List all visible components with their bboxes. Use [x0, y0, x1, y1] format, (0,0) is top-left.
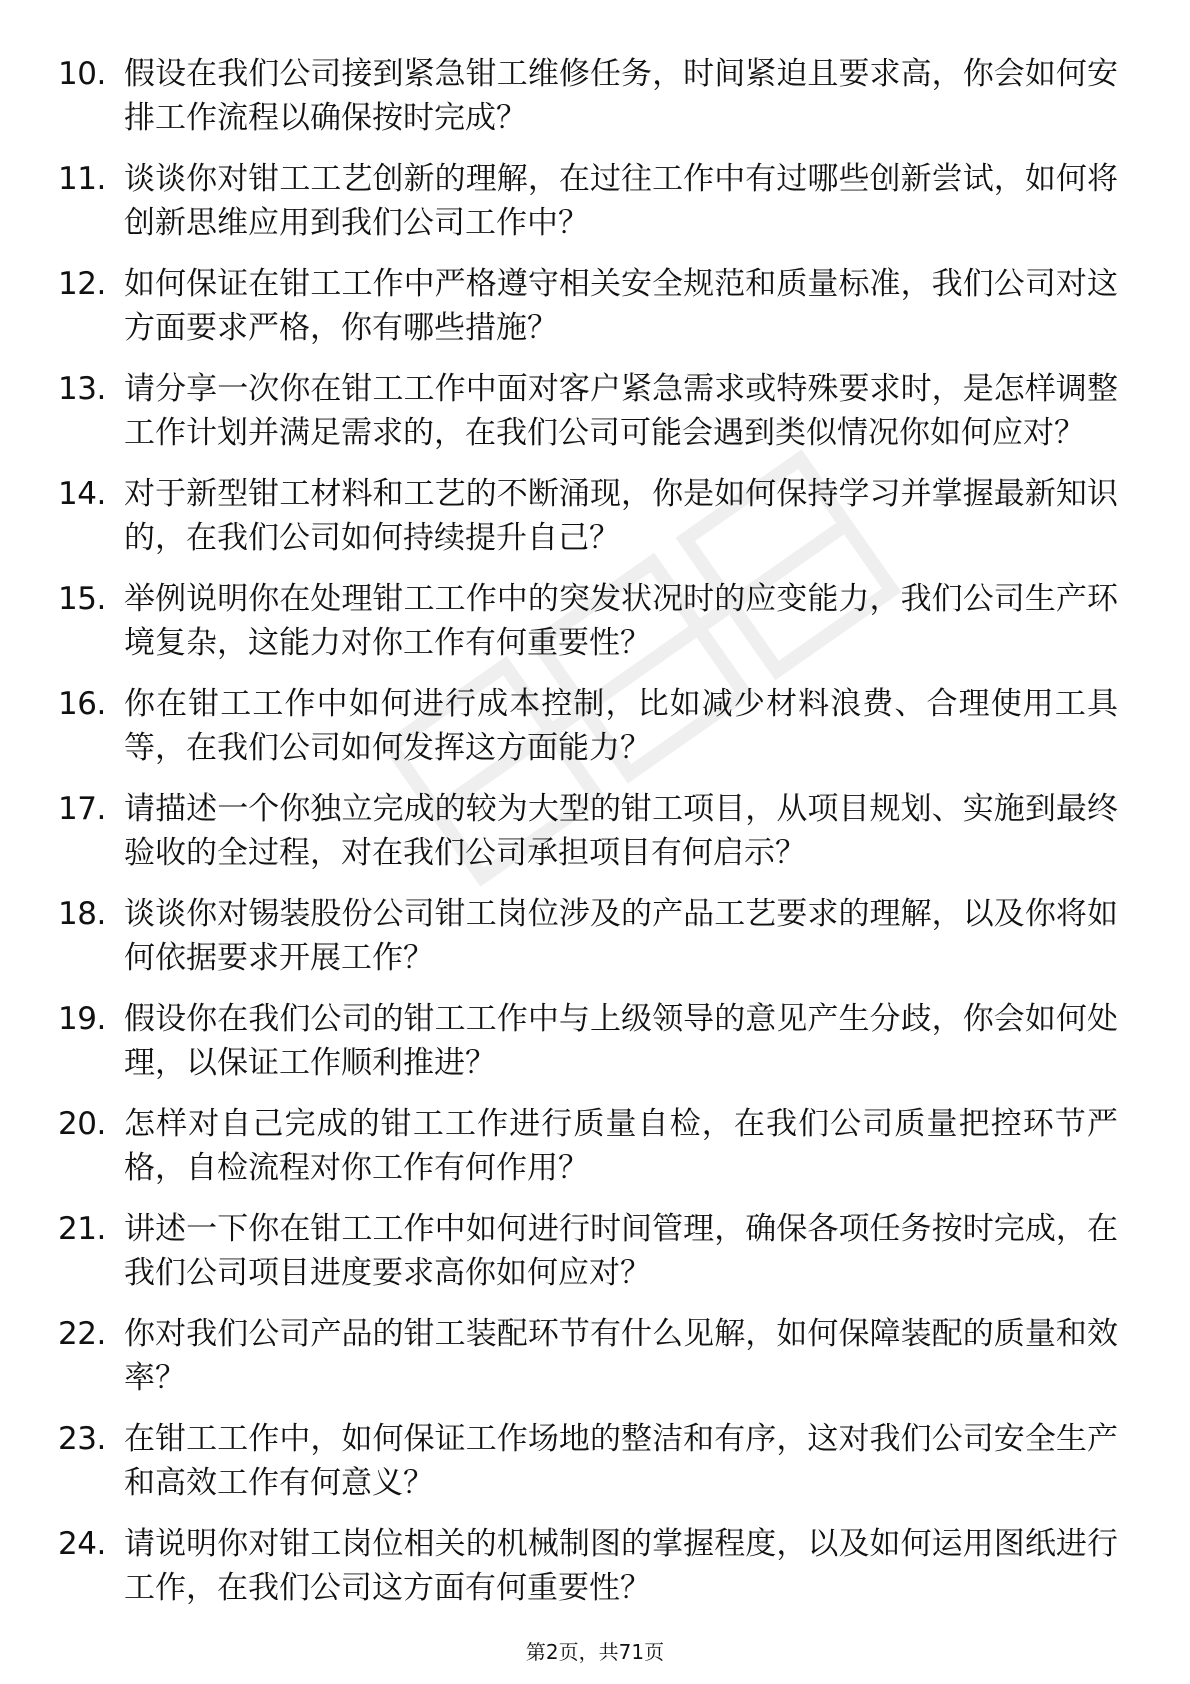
question-item	[58, 997, 1118, 1085]
question-text: 如何保证在钳工工作中严格遵守相关安全规范和质量标准，我们公司对这方面要求严格，你有哪些措施？	[124, 266, 1118, 346]
question-text: 在钳工工作中，如何保证工作场地的整洁和有序，这对我们公司安全生产和高效工作有何意义？	[124, 1421, 1118, 1501]
question-text: 请分享一次你在钳工工作中面对客户紧急需求或特殊要求时，是怎样调整工作计划并满足需求的，在我们公司可能会遇到类似情况你如何应对？	[124, 371, 1118, 451]
question-number: 21.	[58, 1211, 106, 1247]
question-item	[58, 157, 1118, 245]
question-text: 请说明你对钳工岗位相关的机械制图的掌握程度，以及如何运用图纸进行工作，在我们公司这方面有何重要性？	[124, 1526, 1118, 1606]
question-item	[58, 682, 1118, 770]
question-list	[58, 52, 1118, 1627]
question-number: 20.	[58, 1106, 106, 1142]
question-item	[58, 1522, 1118, 1610]
question-number: 24.	[58, 1526, 106, 1562]
page-footer: 第2页，共71页	[525, 1640, 665, 1664]
question-number: 14.	[58, 476, 106, 512]
question-text: 对于新型钳工材料和工艺的不断涌现，你是如何保持学习并掌握最新知识的，在我们公司如何持续提升自己？	[124, 476, 1118, 556]
question-number: 23.	[58, 1421, 106, 1457]
question-text: 讲述一下你在钳工工作中如何进行时间管理，确保各项任务按时完成，在我们公司项目进度要求高你如何应对？	[124, 1211, 1118, 1291]
question-text: 请描述一个你独立完成的较为大型的钳工项目，从项目规划、实施到最终验收的全过程，对在我们公司承担项目有何启示？	[124, 791, 1118, 871]
question-number: 18.	[58, 896, 106, 932]
question-number: 11.	[58, 161, 106, 197]
question-text: 谈谈你对钳工工艺创新的理解，在过往工作中有过哪些创新尝试，如何将创新思维应用到我们公司工作中？	[124, 161, 1118, 241]
question-text: 怎样对自己完成的钳工工作进行质量自检，在我们公司质量把控环节严格，自检流程对你工作有何作用？	[124, 1106, 1118, 1186]
question-number: 16.	[58, 686, 106, 722]
question-item	[58, 367, 1118, 455]
question-item	[58, 787, 1118, 875]
question-text: 假设你在我们公司的钳工工作中与上级领导的意见产生分歧，你会如何处理，以保证工作顺利推进？	[124, 1001, 1118, 1081]
question-number: 22.	[58, 1316, 106, 1352]
question-text: 你对我们公司产品的钳工装配环节有什么见解，如何保障装配的质量和效率？	[124, 1316, 1118, 1396]
question-text: 你在钳工工作中如何进行成本控制，比如减少材料浪费、合理使用工具等，在我们公司如何发挥这方面能力？	[124, 686, 1118, 766]
question-number: 19.	[58, 1001, 106, 1037]
question-number: 15.	[58, 581, 106, 617]
question-item	[58, 1207, 1118, 1295]
question-item	[58, 1417, 1118, 1505]
question-number: 17.	[58, 791, 106, 827]
question-item	[58, 577, 1118, 665]
question-text: 举例说明你在处理钳工工作中的突发状况时的应变能力，我们公司生产环境复杂，这能力对你工作有何重要性？	[124, 581, 1118, 661]
question-text: 假设在我们公司接到紧急钳工维修任务，时间紧迫且要求高，你会如何安排工作流程以确保按时完成？	[124, 56, 1118, 136]
question-text: 谈谈你对锡装股份公司钳工岗位涉及的产品工艺要求的理解，以及你将如何依据要求开展工作？	[124, 896, 1118, 976]
question-item	[58, 1102, 1118, 1190]
question-number: 13.	[58, 371, 106, 407]
question-item	[58, 472, 1118, 560]
question-number: 12.	[58, 266, 106, 302]
question-item	[58, 52, 1118, 140]
question-item	[58, 1312, 1118, 1400]
question-number: 10.	[58, 56, 106, 92]
question-item	[58, 262, 1118, 350]
question-item	[58, 892, 1118, 980]
